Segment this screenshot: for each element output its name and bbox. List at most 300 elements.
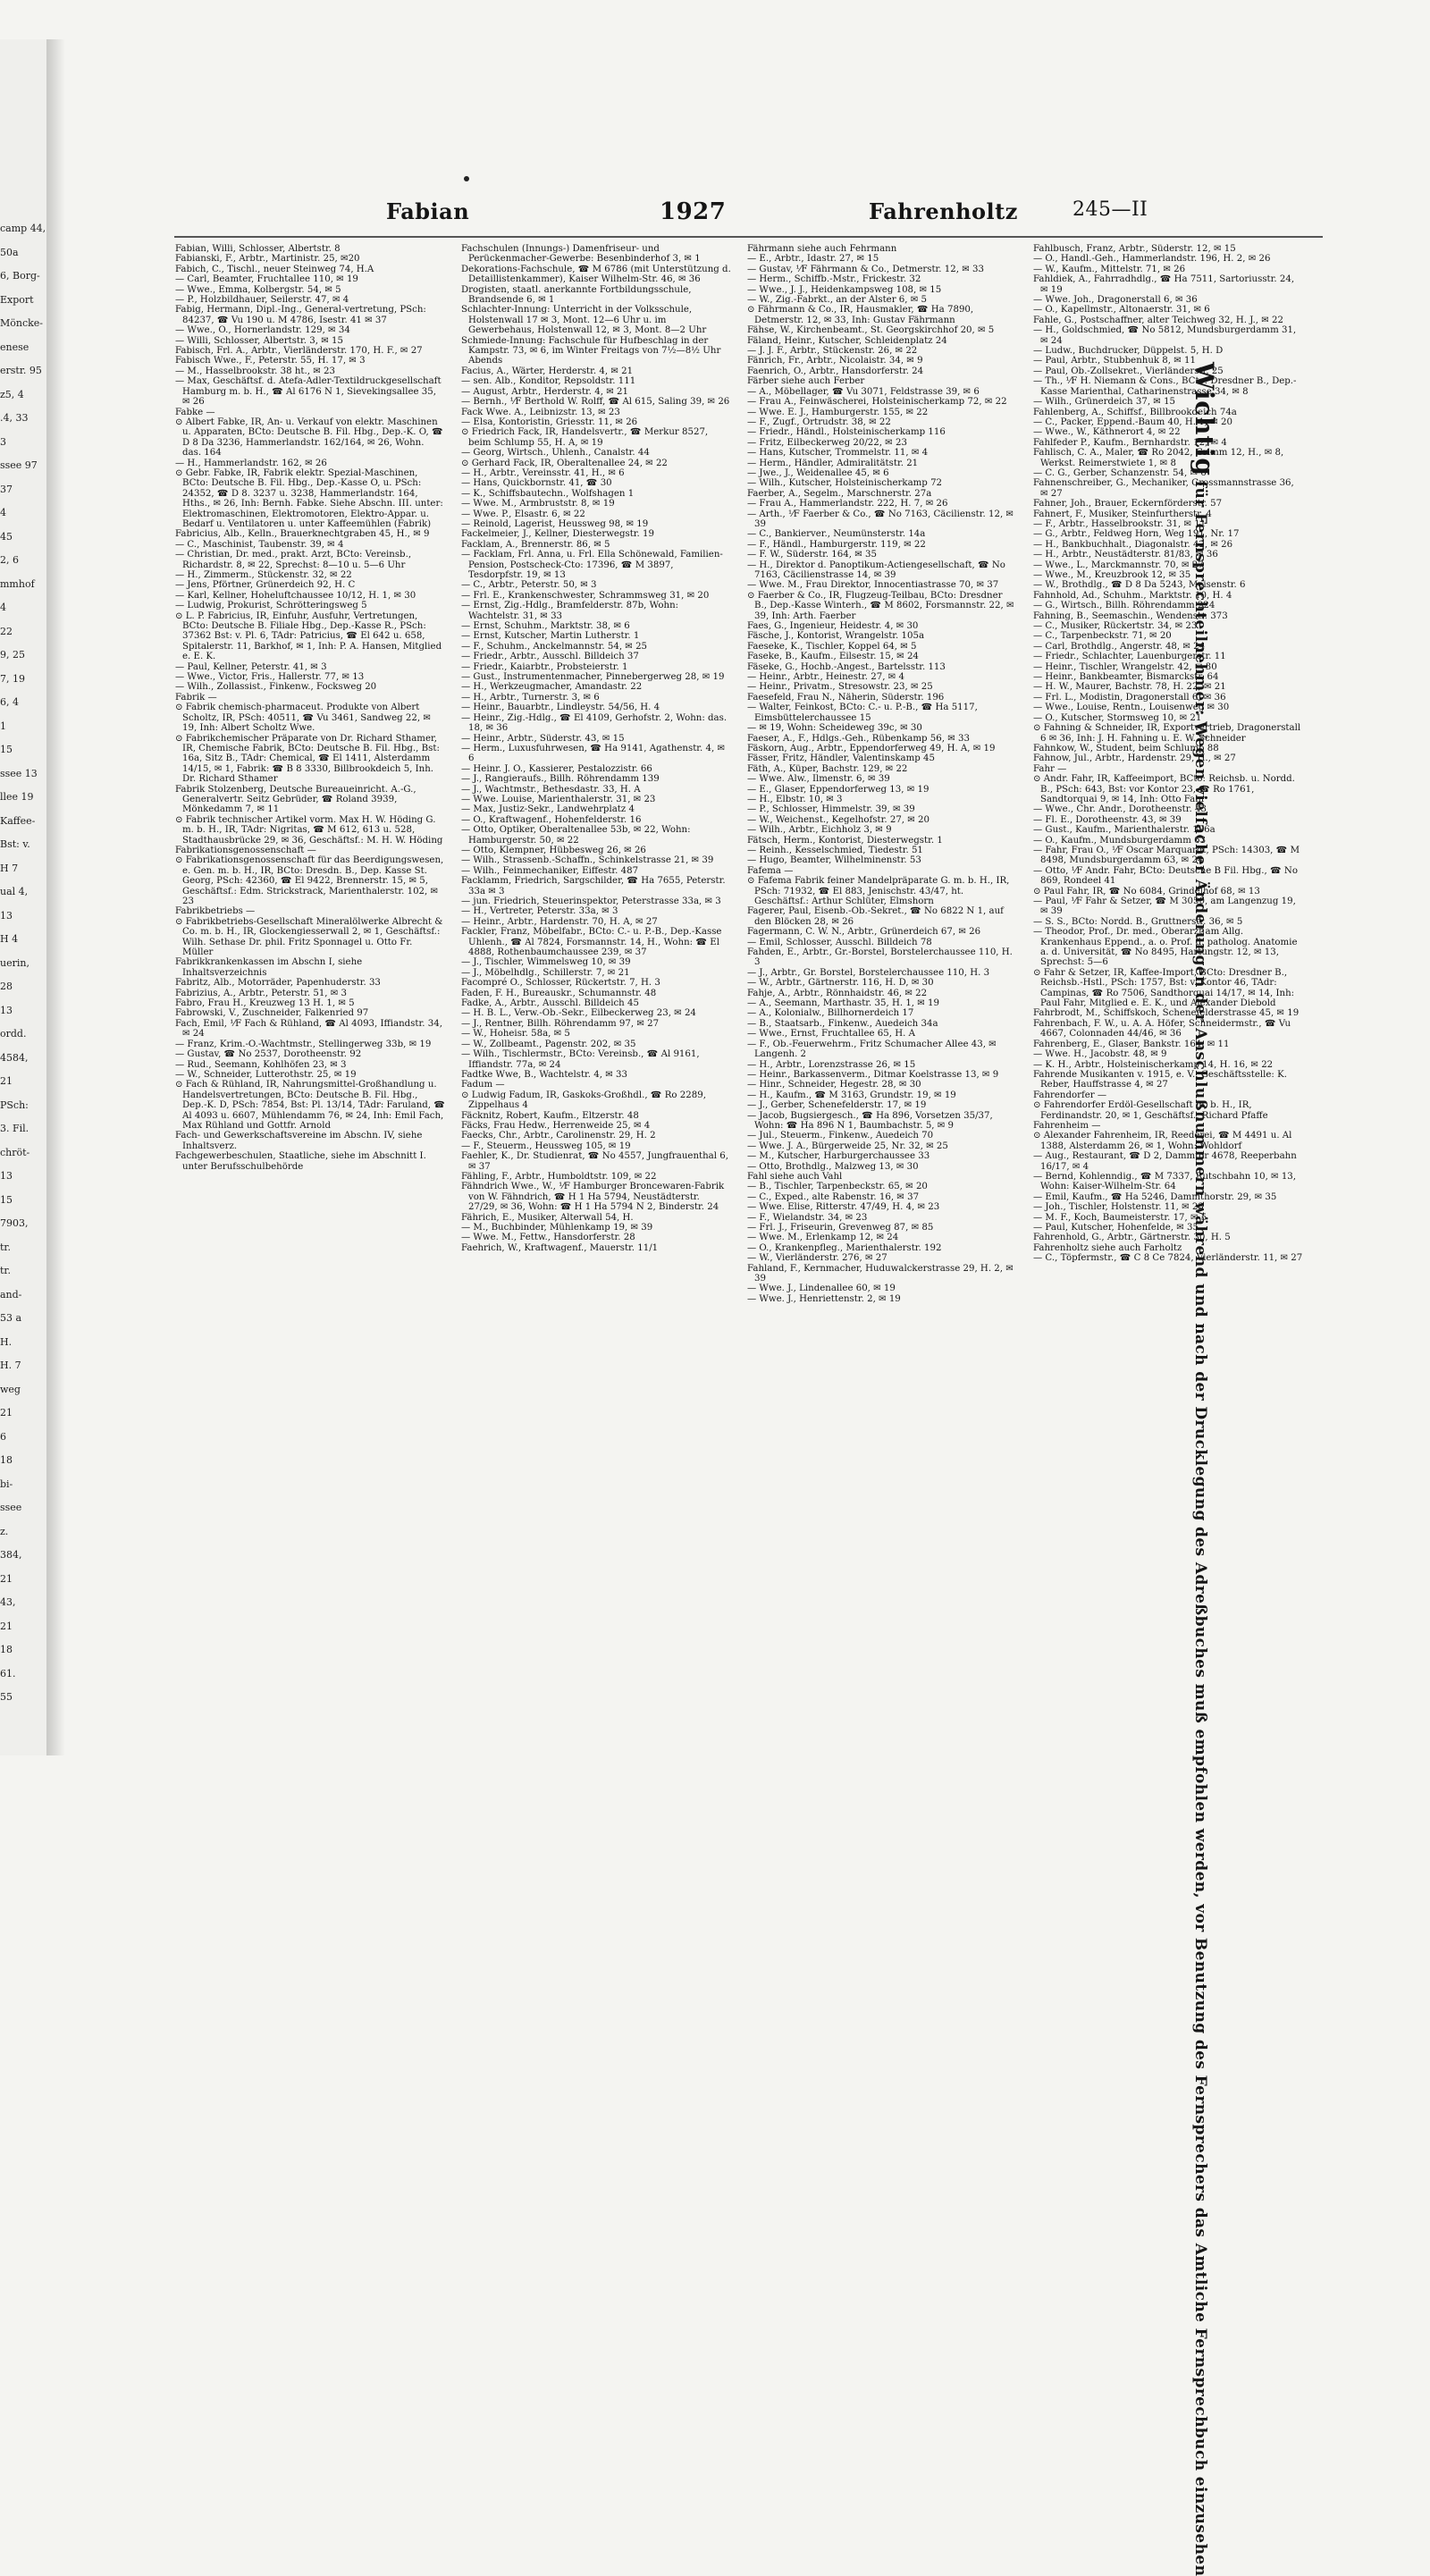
directory-entry: Faenrich, O., Arbtr., Hansdorferstr. 24 [747,366,924,376]
directory-entry: Fähse, W., Kirchenbeamt., St. Georgskirchhof 20, ✉ 5 [747,325,995,336]
left-page-fragment: erstr. 95 [0,365,42,376]
directory-entry: — M., Kutscher, Harburgerchaussee 33 [747,1151,930,1162]
directory-entry: — ✉ 19, Wohn: Scheideweg 39c, ✉ 30 [747,723,922,734]
left-page-fragment: 6, Borg- [0,270,40,282]
directory-entry: ⊙ Fafema Fabrik feiner Mandelpräparate G. m. b. H., IR, PSch: 71932, ☎ El 883, Jenischstr. 43/47, ht. Geschäftsf.: Arthur Schlüter, Elmshorn [747,876,1010,906]
directory-entry: — Carl, Beamter, Fruchtallee 110, ✉ 19 [175,274,358,285]
directory-entry: — J., Möbelhdlg., Schillerstr. 7, ✉ 21 [461,967,630,978]
directory-entry: Fabrikationsgenossenschaft — [175,845,316,855]
directory-entry: — Ludw., Buchdrucker, Düppelst. 5, H. D [1033,346,1224,357]
directory-entry: Fahner, Joh., Brauer, Eckernförderstr. 57 [1033,499,1223,509]
left-page-fragment: 6 [0,1430,6,1443]
directory-entry: — Willi, Schlosser, Albertstr. 3, ✉ 15 [175,335,343,346]
directory-entry: Fahlenberg, A., Schiffsf., Billbrookdeich 74a [1033,407,1237,417]
directory-entry: — Wwe. J., Henriettenstr. 2, ✉ 19 [747,1293,901,1304]
directory-entry: — sen. Alb., Konditor, Repsoldstr. 111 [461,376,636,387]
gutter-shadow [46,39,64,1755]
directory-entry: — Max, Justiz-Sekr., Landwehrplatz 4 [461,804,635,815]
left-page-fragment: mmhof [0,577,35,590]
directory-entry: Drogisten, staatl. anerkannte Fortbildungsschule, Brandsende 6, ✉ 1 [461,284,692,306]
directory-entry: — W., Schneider, Lutterothstr. 25, ✉ 19 [175,1069,357,1080]
header-last-name: Fahrenholtz [869,198,1018,224]
directory-entry: Fabrikkrankenkassen im Abschn I, siehe Inhaltsverzeichnis [175,957,363,978]
directory-entry: Fadum — [461,1080,505,1090]
directory-entry: Faesefeld, Frau N., Näherin, Süderstr. 196 [747,692,945,703]
directory-entry: — P., Holzbildhauer, Seilerstr. 47, ✉ 4 [175,295,349,306]
directory-entry: — Reinh., Kesselschmied, Tiedestr. 51 [747,845,923,855]
directory-entry: — Wwe. Louise, Marienthalerstr. 31, ✉ 23 [461,794,656,804]
directory-entry: — Heinr., Arbtr., Süderstr. 43, ✉ 15 [461,733,625,744]
directory-entry: — Bernh., ⅟F Berthold W. Rolff, ☎ Al 615, Saling 39, ✉ 26 [461,397,730,408]
directory-entry: — Herm., Händler, Admiralitätstr. 21 [747,458,919,468]
directory-entry: — O., Krankenpfleg., Marienthalerstr. 192 [747,1242,942,1253]
directory-entry: — Otto, ⅟F Andr. Fahr, BCto: Deutsche B Fil. Hbg., ☎ No 869, Rondeel 41 [1033,865,1298,887]
left-page-fragment: 1 [0,720,6,732]
directory-entry: Fahje, A., Arbtr., Rönnhaidstr. 46, ✉ 22 [747,988,928,998]
directory-entry: — Heinr., Arbtr., Heinestr. 27, ✉ 4 [747,672,904,683]
directory-entry: Faeseke, K., Tischler, Koppel 64, ✉ 5 [747,641,917,652]
directory-entry: — Karl, Kellner, Hoheluftchaussee 10/12, H. 1, ✉ 30 [175,590,416,601]
directory-entry: — Heinr., Bauarbtr., Lindleystr. 54/56, H. 4 [461,703,660,713]
directory-entry: ⊙ Fahning & Schneider, IR, Exportvertrieb, Dragonerstall 6 ✉ 36, Inh: J. H. Fahning u. E. W. Schneider [1033,723,1301,744]
directory-entry: — Max, Geschäftsf. d. Atefa-Adler-Textildruckgesellschaft Hamburg m. b. H., ☎ Al 6176 N 1, Sievekingsallee 35, ✉ 26 [175,376,442,408]
directory-entry: — Herm., Luxusfuhrwesen, ☎ Ha 9141, Agathenstr. 4, ✉ 6 [461,743,726,764]
directory-entry: — Heinr., Arbtr., Hardenstr. 70, H. A, ✉ 27 [461,916,658,927]
directory-entry: — J., Tischler, Wimmelsweg 10, ✉ 39 [461,957,631,968]
left-page-fragment: ssee 97 [0,459,38,471]
left-page-fragment: z5, 4 [0,388,24,400]
directory-entry: Fahr — [1033,763,1067,774]
directory-entry: — Wwe., L., Marckmannstr. 70, ✉ 27 [1033,560,1204,570]
directory-entry: — Gustav, ☎ No 2537, Dorotheenstr. 92 [175,1049,362,1060]
directory-entry: Fahrendorfer — [1033,1090,1107,1100]
side-notice [1178,362,1219,2576]
directory-entry: Fähndrich Wwe., W., ⅟F Hamburger Broncewaren-Fabrik von W. Fähndrich, ☎ H 1 Ha 5794, Neustädterstr. 27/29, ✉ 36, Wohn: ☎ H 1 Ha 5794 N 2, Binderstr. 24 [461,1182,725,1213]
directory-entry: — Wwe. M., Erlenkamp 12, ✉ 24 [747,1233,899,1243]
directory-entry: — F., Steuerm., Heussweg 105, ✉ 19 [461,1141,631,1151]
directory-entry: — Friedr., Arbtr., Ausschl. Billdeich 37 [461,652,639,662]
directory-entry: — Bernd, Kohlenndig., ☎ M 7337, Rutschbahn 10, ✉ 13, Wohn: Kaiser-Wilhelm-Str. 64 [1033,1171,1297,1192]
directory-entry: — J., Gerber, Schenefelderstr. 17, ✉ 19 [747,1100,927,1111]
directory-entry: — J., Rangieraufs., Billh. Röhrendamm 139 [461,774,660,785]
directory-entry: Fahrbrodt, M., Schiffskoch, Schenefelderstrasse 45, ✉ 19 [1033,1008,1300,1019]
directory-entry: — Wwe. H., Jacobstr. 48, ✉ 9 [1033,1049,1167,1060]
directory-entry: — Wwe. E. J., Hamburgerstr. 155, ✉ 22 [747,407,929,417]
directory-entry: — H. B. L., Verw.-Ob.-Sekr., Eilbeckerweg 23, ✉ 24 [461,1008,696,1019]
directory-entry: — Heinr. J. O., Kassierer, Pestalozzistr. 66 [461,763,652,774]
directory-entry: — C. G., Gerber, Schanzenstr. 54, ✉ 6 [1033,467,1207,478]
directory-entry: Schmiede-Innung: Fachschule für Hufbeschlag in der Kampstr. 73, ✉ 6, im Winter Freitags von 7½—8½ Uhr Abends [461,335,721,366]
directory-entry: Faerber, A., Segelm., Marschnerstr. 27a [747,488,932,499]
directory-entry: — G., Arbtr., Feldweg Horn, Weg 191, Nr. 17 [1033,529,1240,540]
column-1 [175,244,445,1764]
directory-entry: Fabianski, F., Arbtr., Martinistr. 25, ✉20 [175,254,360,265]
page-dot [464,176,469,181]
directory-entry: — Wwe. M., Armbruststr. 8, ✉ 19 [461,499,615,509]
directory-entry: Fahrenhold, G., Arbtr., Gärtnerstr. 30, H. 5 [1033,1233,1231,1243]
directory-entry: Fahlfeder P., Kaufm., Bernhardstr. 12, ✉ 4 [1033,437,1227,448]
directory-entry: — H., Elbstr. 10, ✉ 3 [747,794,843,804]
directory-entry: — H., Zimmerm., Stückenstr. 32, ✉ 22 [175,570,352,580]
left-page-fragment: tr. [0,1265,11,1276]
directory-entry: — Wilh., Arbtr., Eichholz 3, ✉ 9 [747,825,892,836]
left-page-fragment: 6, 4 [0,696,19,708]
directory-entry: — Theodor, Prof., Dr. med., Oberarzt am Allg. Krankenhaus Eppend., a. o. Prof. d. patholog. Anatomie a. d. Universität, ☎ No 8495, Hartungstr. 12, ✉ 13, Sprechst: 5—6 [1033,927,1298,968]
left-page-fragment: uerin, [0,956,29,969]
directory-entry: Dekorations-Fachschule, ☎ M 6786 (mit Unterstützung d. Detaillistenkammer), Kaiser Wilhelm-Str. 46, ✉ 36 [461,264,731,285]
directory-entry: — A., Kolonialw., Billhornerdeich 17 [747,1008,914,1019]
left-page-fragment: 7, 19 [0,672,25,685]
directory-entry: ⊙ Fach & Rühland, IR, Nahrungsmittel-Großhandlung u. Handelsvertretungen, BCto: Deutsche B. Fil. Hbg., Dep.-K. D, PSch: 7854, Bst: Pl. 13/14, TAdr: Faruland, ☎ Al 4093 u. 6607, Mühlendamm 76, ✉ 24, Inh: Emil Fach, Max Rühland und Gottfr. Arnold [175,1080,445,1131]
directory-entry: Faeser, A., F., Hdlgs.-Geh., Rübenkamp 56, ✉ 33 [747,733,970,744]
directory-entry: Fagermann, C. W. N., Arbtr., Grünerdeich 67, ✉ 26 [747,927,981,938]
directory-entry: Fabian, Willi, Schlosser, Albertstr. 8 [175,244,341,254]
directory-entry: — Fritz, Eilbeckerweg 20/22, ✉ 23 [747,437,907,448]
directory-entry: Fahnkow, W., Student, beim Schlump 88 [1033,743,1219,753]
directory-entry: Facklamm, Friedrich, Sargschilder, ☎ Ha 7655, Peterstr. 33a ✉ 3 [461,876,726,897]
left-page-fragment: 4 [0,602,6,613]
directory-entry: ⊙ Alexander Fahrenheim, IR, Reederei, ☎ M 4491 u. Al 1388, Alsterdamm 26, ✉ 1, Wohn: Wohldorf [1033,1131,1292,1151]
directory-entry: — Paul, ⅟F Fahr & Setzer, ☎ M 3050, am Langenzug 19, ✉ 39 [1033,897,1296,917]
directory-entry: — Hugo, Beamter, Wilhelminenstr. 53 [747,855,921,866]
left-page-fragment: z. [0,1525,9,1537]
directory-entry: — Wilh., Grünerdeich 37, ✉ 15 [1033,397,1176,408]
directory-entry: Faseke, B., Kaufm., Eilsestr. 15, ✉ 24 [747,652,919,662]
directory-entry: — M., Buchbinder, Mühlenkamp 19, ✉ 39 [461,1223,653,1233]
header-page-number: 245—II [1072,198,1148,221]
directory-entry: — F., Schuhm., Anckelmannstr. 54, ✉ 25 [461,641,648,652]
left-page-fragment: 37 [0,483,13,495]
directory-entry: — Reinold, Lagerist, Heussweg 98, ✉ 19 [461,518,649,529]
left-page-fragment: 18 [0,1454,13,1466]
column-2 [461,244,731,1764]
left-page-fragment: llee 19 [0,791,34,803]
directory-entry: — Heinr., Zig.-Hdlg., ☎ El 4109, Gerhofstr. 2, Wohn: das. 18, ✉ 36 [461,712,728,734]
directory-entry: Fahden, E., Arbtr., Gr.-Borstel, Borstelerchaussee 110, H. 3 [747,947,1013,968]
left-page-fragment: tr. [0,1241,11,1253]
directory-entry: Fachschulen (Innungs-) Damenfriseur- und Perückenmacher-Gewerbe: Besenbinderhof 3, ✉ 1 [461,244,701,265]
directory-entry: Fahnhold, Ad., Schuhm., Marktstr. 10, H. 4 [1033,590,1232,601]
directory-entry: Facius, A., Wärter, Herderstr. 4, ✉ 21 [461,366,634,376]
directory-entry: ⊙ Fabrik chemisch-pharmaceut. Produkte von Albert Scholtz, IR, PSch: 40511, ☎ Vu 3461, Sandweg 22, ✉ 19, Inh: Albert Scholtz Wwe. [175,703,431,734]
directory-entry: — Rud., Seemann, Kohlhöfen 23, ✉ 3 [175,1059,347,1070]
directory-entry: — Paul, Arbtr., Stubbenhuk 8, ✉ 11 [1033,356,1196,366]
header-year: 1927 [660,198,727,225]
directory-entry: — Heinr., Barkassenverm., Ditmar Koelstrasse 13, ✉ 9 [747,1069,999,1080]
directory-entry: Fabisch Wwe., F., Peterstr. 55, H. 17, ✉ 3 [175,356,366,366]
directory-entry: — F., Wielandstr. 34, ✉ 23 [747,1212,868,1223]
directory-entry: — Wwe., Victor, Fris., Hallerstr. 77, ✉ 13 [175,672,365,683]
directory-entry: — Otto, Brothdlg., Malzweg 13, ✉ 30 [747,1161,919,1172]
directory-entry: Fäseke, G., Hochb.-Angest., Bartelsstr. 113 [747,661,946,672]
directory-entry: — Frau A., Hammerlandstr. 222, H. 7, ✉ 26 [747,499,948,509]
left-page-fragment: chröt- [0,1146,30,1158]
left-page-fragment: 3. Fil. [0,1123,29,1134]
directory-entry: Fäcknitz, Robert, Kaufm., Eltzerstr. 48 [461,1110,639,1121]
left-page-fragment: 21 [0,1075,13,1087]
directory-entry: Fackler, Franz, Möbelfabr., BCto: C.- u. P.-B., Dep.-Kasse Uhlenh., ☎ Al 7824, Forsmannstr. 14, H., Wohn: ☎ El 4888, Rothenbaumchaussee 239, ✉ 37 [461,927,722,958]
directory-entry: — A., Möbellager, ☎ Vu 3071, Feldstrasse 39, ✉ 6 [747,386,980,397]
directory-entry: ⊙ Andr. Fahr, IR, Kaffeeimport, BCto: Reichsb. u. Nordd. B., PSch: 643, Bst: vor Kontor 23, ☎ Ro 1761, Sandtorquai 9, ✉ 14, Inh: Otto Fahr [1033,774,1295,804]
directory-entry: — Wwe. Alw., Ilmenstr. 6, ✉ 39 [747,774,890,785]
directory-entry: — Carl, Brothdlg., Angerstr. 48, ✉ 24 [1033,641,1206,652]
directory-entry: Fadtke Wwe, B., Wachtelstr. 4, ✉ 33 [461,1069,627,1080]
left-page-fragment: 55 [0,1691,13,1703]
directory-entry: — C., Tarpenbeckstr. 71, ✉ 20 [1033,631,1172,642]
directory-entry: — Georg, Wirtsch., Uhlenh., Canalstr. 44 [461,448,650,459]
directory-entry: — C., Exped., alte Rabenstr. 16, ✉ 37 [747,1191,920,1202]
directory-entry: — Walter, Feinkost, BCto: C.- u. P.-B., ☎ Ha 5117, Eimsbüttelerchaussee 15 [747,703,978,723]
directory-entry: — F., Arbtr., Hasselbrookstr. 31, ✉ 11 [1033,518,1207,529]
directory-entry: — Wwe. Joh., Dragonerstall 6, ✉ 36 [1033,295,1198,306]
directory-entry: Fahnow, Jul., Arbtr., Hardenstr. 29, H., ✉ 27 [1033,753,1236,764]
directory-entry: — Frl. L., Modistin, Dragonerstall 6, ✉ 36 [1033,692,1226,703]
directory-entry: — Gust., Kaufm., Marienthalerstr. 196a [1033,825,1216,836]
directory-entry: ⊙ Fahr & Setzer, IR, Kaffee-Import, BCto: Dresdner B., Reichsb.-Hstl., PSch: 1757, Bst: v. Kontor 46, TAdr: Campinas, ☎ Ro 7506, Sandthorquai 14/17, ✉ 14, Inh: Paul Fahr, Mitglied e. E. K., und Alexander Diebold [1033,967,1295,1009]
left-page-fragment: Export [0,293,34,306]
directory-entry: Fabrowski, V., Zuschneider, Falkenried 97 [175,1008,369,1019]
directory-entry: — C., Arbtr., Peterstr. 50, ✉ 3 [461,580,597,591]
directory-entry: — Otto, Klempner, Hübbesweg 26, ✉ 26 [461,845,646,855]
directory-entry: — Elsa, Kontoristin, Griesstr. 11, ✉ 26 [461,417,638,427]
directory-entry: — Heinr., Bankbeamter, Bismarckstr. 64 [1033,672,1219,683]
directory-entry: Fafema — [747,865,794,876]
left-page-fragment: 43, [0,1596,16,1608]
directory-entry: — Wwe., W., Käthnerort 4, ✉ 22 [1033,427,1181,438]
side-notice-text: für Fernsprechteilnehmer: Wegen vielfacher Änderungen der Anschlußnummern während und nach der Drucklegung des Adreßbuches muß empfohlen werden, vor Benutzung des Fernsprechers das Amtliche Fernsprechbuch einzusehen [1191,480,1209,2576]
left-page-fragment: camp 44, [0,223,46,234]
directory-entry: — Paul, Ob.-Zollsekret., Vierländerstr. 25 [1033,366,1224,376]
directory-entry: Fäsche, J., Kontorist, Wrangelstr. 105a [747,631,925,642]
directory-entry: — Ernst, Zig.-Hdlg., Bramfelderstr. 87b, Wohn: Wachtelstr. 31, ✉ 33 [461,601,679,621]
directory-entry: — H., Arbtr., Turnerstr. 3, ✉ 6 [461,692,600,703]
directory-entry: Fahrenbach, F. W., u. A. A. Höfer, Schneidermstr., ☎ Vu 4667, Colonnaden 44/46, ✉ 36 [1033,1018,1291,1040]
directory-entry: — Wwe. M., Frau Direktor, Innocentiastrasse 70, ✉ 37 [747,580,999,591]
directory-entry: — P., Schlosser, Himmelstr. 39, ✉ 39 [747,804,915,815]
left-page-fragment: enese [0,341,29,353]
left-page-fragment: H 7 [0,862,19,874]
directory-entry: — Christian, Dr. med., prakt. Arzt, BCto: Vereinsb., Richardstr. 8, ✉ 22, Sprechst: 8—10 u. 5—6 Uhr [175,550,412,570]
directory-entry: — Frl. J., Friseurin, Grevenweg 87, ✉ 85 [747,1223,934,1233]
page-header [386,198,1369,234]
directory-entry: Fahlbusch, Franz, Arbtr., Süderstr. 12, ✉ 15 [1033,244,1236,254]
directory-entry: — M., Hasselbrookstr. 38 ht., ✉ 23 [175,366,335,376]
directory-entry: — E., Arbtr., Idastr. 27, ✉ 15 [747,254,879,265]
directory-entry: Fäcks, Frau Hedw., Herrenweide 25, ✉ 4 [461,1120,651,1131]
directory-entry: Fahnenschreiber, G., Mechaniker, Grossmannstrasse 36, ✉ 27 [1033,478,1294,499]
directory-entry: — Friedr., Händl., Holsteinischerkamp 116 [747,427,946,438]
directory-entry: Fäth, A., Küper, Bachstr. 129, ✉ 22 [747,763,908,774]
directory-entry: — K., Schiffsbautechn., Wolfshagen 1 [461,488,635,499]
directory-entry: — Hans, Quickbornstr. 41, ☎ 30 [461,478,612,489]
directory-entry: Schlachter-Innung: Unterricht in der Volksschule, Holstenwall 17 ✉ 3, Mont. 12—6 Uhr u. im Gewerbehaus, Holstenwall 12, ✉ 3, Mont. 8—2 Uhr [461,305,707,336]
directory-entry: — W., Hoheisr. 58a, ✉ 5 [461,1029,570,1040]
directory-entry: — Heinr., Privatm., Stresowstr. 23, ✉ 25 [747,682,933,693]
directory-entry: — Wwe., J. J., Heidenkampsweg 108, ✉ 15 [747,284,942,295]
directory-entry: — S. S., BCto: Nordd. B., Gruttnerstr. 36, ✉ 5 [1033,916,1243,927]
directory-entry: — C., Töpfermstr., ☎ C 8 Ce 7824, Vierländerstr. 11, ✉ 27 [1033,1253,1303,1264]
directory-entry: — Aug., Restaurant, ☎ D 2, Dammtor 4678, Reeperbahn 16/17, ✉ 4 [1033,1151,1297,1172]
directory-entry: — Emil, Schlosser, Ausschl. Billdeich 78 [747,937,932,947]
directory-entry: — Wwe. P., Elsastr. 6, ✉ 22 [461,509,585,519]
directory-entry: — Jul., Steuerm., Finkenw., Auedeich 70 [747,1131,934,1141]
directory-entry: — Emil, Kaufm., ☎ Ha 5246, Dammthorstr. 29, ✉ 35 [1033,1191,1277,1202]
directory-entry: Fabig, Hermann, Dipl.-Ing., General-vertretung, PSch: 84237, ☎ Vu 190 u. M 4786, Isestr. 41 ✉ 37 [175,305,426,325]
left-page-fragment: 384, [0,1549,22,1561]
directory-entry: — Fahr, Frau O., ⅟F Oscar Marquardt, PSch: 14303, ☎ M 8498, Mundsburgerdamm 63, ✉ 24 [1033,845,1300,866]
directory-entry: — Wilh., Zollassist., Finkenw., Focksweg 20 [175,682,377,693]
left-page-fragment: 45 [0,530,13,543]
directory-entry: — Friedr., Kaiarbtr., Probsteierstr. 1 [461,661,628,672]
directory-entry: — Ernst, Schuhm., Marktstr. 38, ✉ 6 [461,621,630,632]
left-page-fragment: 21 [0,1620,13,1632]
left-page-fragment: 4 [0,507,6,518]
directory-entry: — Arth., ⅟F Faerber & Co., ☎ No 7163, Cäcilienstr. 12, ✉ 39 [747,509,1014,529]
directory-entry: ⊙ Fabrikationsgenossenschaft für das Beerdigungswesen, e. Gen. m. b. H., IR, BCto: Dresdn. B., Dep. Kasse St. Georg, PSch: 42360, ☎ El 9422, Brennerstr. 15, ✉ 5, Geschäftsf.: Edm. Strickstrack, Marienthalerstr. 102, ✉ 23 [175,855,444,906]
directory-entry: Fabrizius, A., Arbtr., Peterstr. 51, ✉ 3 [175,988,348,998]
directory-entry: — Wilh., Kutscher, Holsteinischerkamp 72 [747,478,943,489]
directory-entry: — Paul, Kutscher, Hohenfelde, ✉ 35 [1033,1223,1199,1233]
directory-entry: — Wwe., Louise, Rentn., Louisenweg ✉ 30 [1033,703,1230,713]
directory-entry: ⊙ Gebr. Fabke, IR, Fabrik elektr. Spezial-Maschinen, BCto: Deutsche B. Fil. Hbg., Dep.-Kasse O, u. PSch: 24352, ☎ D 8. 3237 u. 3238, Hammerlandstr. 164, Hths., ✉ 26, Inh: Bernh. Fabke. Siehe Abschn. III. unter: Elektromaschinen, Elektromotoren, Elektro-Appar. u. Bedarf u. Ventilatoren u. unter Kaffeemühlen (Fabrik) [175,467,443,529]
directory-entry: — Herm., Schiffb.-Mstr., Frickestr. 32 [747,274,921,285]
directory-entry: Fahl siehe auch Vahl [747,1171,843,1182]
left-page-fragment: Möncke- [0,317,44,329]
left-page-edge [0,39,46,1755]
directory-entry: — C., Maschinist, Taubenstr. 39, ✉ 4 [175,539,344,550]
directory-entry: Fahnert, F., Musiker, Steinfurtherstr. 4 [1033,509,1212,519]
directory-entry: — Ludwig, Prokurist, Schrötteringsweg 5 [175,601,367,611]
directory-entry: — W., Brothdlg., ☎ D 8 Da 5243, Meisenstr. 6 [1033,580,1246,591]
directory-entry: Fabro, Frau H., Kreuzweg 13 H. 1, ✉ 5 [175,998,355,1009]
directory-entry: — Wwe. J. A., Bürgerweide 25, Nr. 32, ✉ 25 [747,1141,948,1151]
directory-entry: — M. F., Koch, Baumeisterstr. 17, ✉ 5 [1033,1212,1207,1223]
left-page-fragment: H. 7 [0,1360,21,1371]
directory-entry: ⊙ Ludwig Fadum, IR, Gaskoks-Großhdl., ☎ Ro 2289, Zippelhaus 4 [461,1090,706,1111]
directory-entry: ⊙ Fährmann & Co., IR, Hausmakler, ☎ Ha 7890, Detmerstr. 12, ✉ 33, Inh: Gustav Fährmann [747,305,974,325]
directory-entry: Fährmann siehe auch Fehrmann [747,244,897,254]
directory-entry: Fachgewerbeschulen, Staatliche, siehe im Abschnitt I. unter Berufsschulbehörde [175,1151,426,1172]
directory-entry: Fahle, G., Postschaffner, alter Teichweg 32, H. J., ✉ 22 [1033,315,1283,325]
directory-entry: Fäskorn, Aug., Arbtr., Eppendorferweg 49, H. A, ✉ 19 [747,743,996,753]
directory-entry: — Frl. E., Krankenschwester, Schrammsweg 31, ✉ 20 [461,590,710,601]
directory-entry: — H., Bankbuchhalt., Diagonalstr. 42, ✉ 26 [1033,539,1233,550]
directory-entry: — August, Arbtr., Herderstr. 4, ✉ 21 [461,386,628,397]
directory-entry: — F., Ob.-Feuerwehrm., Fritz Schumacher Allee 43, ✉ Langenh. 2 [747,1039,997,1060]
directory-entry: Fahrende Musikanten v. 1915, e. V., Geschäftsstelle: K. Reber, Hauffstrasse 4, ✉ 27 [1033,1069,1287,1090]
header-first-name: Fabian [386,198,470,224]
left-page-fragment: 22 [0,625,13,637]
directory-entry: — H., Werkzeugmacher, Amandastr. 22 [461,682,643,693]
left-page-fragment: 15 [0,744,13,755]
directory-entry: Fahldiek, A., Fahrradhdlg., ☎ Ha 7511, Sartoriusstr. 24, ✉ 19 [1033,274,1295,295]
directory-entry: Facklam, A., Brennerstr. 86, ✉ 5 [461,539,610,550]
left-page-fragment: ordd. [0,1028,27,1040]
column-3 [747,244,1017,1764]
directory-entry: Fährich, E., Musiker, Alterwall 54, H. [461,1212,634,1223]
directory-entry: — W., Zig.-Fabrkt., an der Alster 6, ✉ 5 [747,295,928,306]
directory-entry: — Wwe., O., Hornerlandstr. 129, ✉ 34 [175,325,350,336]
directory-entry: — H., Goldschmied, ☎ No 5812, Mundsburgerdamm 31, ✉ 24 [1033,325,1297,346]
directory-entry: Fach, Emil, ⅟F Fach & Rühland, ☎ Al 4093, Iffiandstr. 34, ✉ 24 [175,1018,442,1040]
left-page-fragment: 13 [0,909,13,922]
directory-entry: ⊙ Gerhard Fack, IR, Oberaltenallee 24, ✉ 22 [461,458,668,468]
directory-entry: — Wilh., Tischlermstr., BCto: Vereinsb., ☎ Al 9161, Iffiandstr. 77a, ✉ 24 [461,1049,700,1070]
header-rule [174,236,1323,238]
directory-entry: — Th., ⅟F H. Niemann & Cons., BCto: Dresdner B., Dep.-Kasse Marienthal, Catharinenstrasse 34, ✉ 8 [1033,376,1297,397]
directory-entry: Faehrich, W., Kraftwagenf., Mauerstr. 11/1 [461,1242,659,1253]
directory-entry: — H., Vertreter, Peterstr. 33a, ✉ 3 [461,906,618,917]
left-page-fragment: bi- [0,1477,13,1490]
directory-entry: — Wwe., Chr. Andr., Dorotheenstr. 43 [1033,804,1207,815]
directory-entry: — Wwe., M., Kreuzbrook 12, ✉ 35 [1033,570,1191,580]
directory-entry: — Wwe., Ernst, Fruchtallee 65, H. A [747,1029,915,1040]
directory-entry: Fabrik — [175,692,217,703]
left-page-fragment: 13 [0,1004,13,1016]
directory-entry: — Friedr., Schlachter, Lauenburgerstr. 11 [1033,652,1226,662]
directory-entry: Fack Wwe. A., Leibnizstr. 13, ✉ 23 [461,407,620,417]
left-page-fragment: 28 [0,981,13,992]
directory-entry: Fagerer, Paul, Eisenb.-Ob.-Sekret., ☎ No 6822 N 1, auf den Blöcken 28, ✉ 26 [747,906,1004,927]
directory-entry: ⊙ Fabrik technischer Artikel vorm. Max H. W. Höding G. m. b. H., IR, TAdr: Nigritas, ☎ M 612, 613 u. 528, Stadthausbrücke 29, ✉ 36, Geschäftsf.: M. H. W. Höding [175,814,443,846]
left-page-fragment: 3 [0,435,6,448]
directory-entry: Fabich, C., Tischl., neuer Steinweg 74, H.A [175,264,374,274]
directory-entry: — O., Kaufm., Mundsburgerdamm 63 [1033,835,1207,846]
directory-entry: ⊙ Fabrikbetriebs-Gesellschaft Mineralölwerke Albrecht & Co. m. b. H., IR, Glockengiesserwall 2, ✉ 1, Geschäftsf.: Wilh. Sethase Dr. phil. Fritz Sponnagel u. Otto Fr. Müller [175,916,443,958]
left-page-fragment: 9, 25 [0,649,25,661]
left-page-fragment: ual 4, [0,886,29,897]
directory-entry: — W., Kaufm., Mittelstr. 71, ✉ 26 [1033,264,1186,274]
left-page-fragment: 18 [0,1644,13,1655]
directory-entry: ⊙ Fabrikchemischer Präparate von Dr. Richard Sthamer, IR, Chemische Fabrik, BCto: Deutsche B. Fil. Hbg., Bst: 16a, Sitz B., TAdr: Chemical, ☎ El 1411, Alsterdamm 14/15, ✉ 1, Fabrik: ☎ B 8 3330, Billbrookdeich 5, Inh. Dr. Richard Sthamer [175,733,440,785]
left-page-fragment: 7903, [0,1217,29,1229]
directory-entry: — W., Weichenst., Kegelhofstr. 27, ✉ 20 [747,814,930,825]
left-page-fragment: 53 a [0,1312,22,1324]
directory-entry: — H., Arbtr., Vereinsstr. 41, H., ✉ 6 [461,467,625,478]
directory-entry: — F., Händl., Hamburgerstr. 119, ✉ 22 [747,539,926,550]
directory-entry: Fadke, A., Arbtr., Ausschl. Billdeich 45 [461,998,639,1009]
directory-entry: — B., Tischler, Tarpenbeckstr. 65, ✉ 20 [747,1182,928,1192]
directory-entry: Fäland, Heinr., Kutscher, Schleidenplatz 24 [747,335,947,346]
directory-entry: — Wwe. Elise, Ritterstr. 47/49, H. 4, ✉ 23 [747,1202,940,1213]
directory-entry: — J., Rentner, Billh. Röhrendamm 97, ✉ 27 [461,1018,660,1029]
directory-entry: — Frau A., Feinwäscherei, Holsteinischerkamp 72, ✉ 22 [747,397,1007,408]
directory-entry: — A., Seemann, Marthastr. 35, H. 1, ✉ 19 [747,998,940,1009]
directory-entry: — O., Handl.-Geh., Hammerlandstr. 196, H. 2, ✉ 26 [1033,254,1271,265]
directory-entry: — H., Kaufm., ☎ M 3163, Grundstr. 19, ✉ 19 [747,1090,956,1100]
directory-entry: — W., Zollbeamt., Pagenstr. 202, ✉ 35 [461,1039,636,1049]
directory-entry: Fackelmeier, J., Kellner, Diesterwegstr. 19 [461,529,654,540]
directory-entry: — Wwe. J., Lindenallee 60, ✉ 19 [747,1284,896,1294]
directory-entry: — J. J. F., Arbtr., Stückenstr. 26, ✉ 22 [747,346,918,357]
left-page-fragment: weg [0,1383,21,1395]
directory-entry: Faden, F. H., Bureauskr., Schumannstr. 48 [461,988,657,998]
directory-entry: ⊙ Paul Fahr, IR, ☎ No 6084, Grindelhof 68, ✉ 13 [1033,886,1260,897]
left-page-fragment: 15 [0,1193,13,1206]
directory-entry: — Jacob, Bugsiergesch., ☎ Ha 896, Vorsetzen 35/37, Wohn: ☎ Ha 896 N 1, Baumbachstr. 5, ✉ 9 [747,1110,993,1131]
left-page-fragment: PSch: [0,1099,29,1111]
directory-entry: Fabritz, Alb., Motorräder, Papenhuderstr. 33 [175,978,381,989]
directory-entry: Färber siehe auch Ferber [747,376,865,387]
left-page-fragment: 4584, [0,1051,29,1064]
directory-entry: — Jwe., J., Weidenallee 45, ✉ 6 [747,467,889,478]
directory-columns [175,244,1310,1764]
left-page-fragment: 50a [0,246,19,258]
directory-entry: — H., Direktor d. Panoptikum-Actiengesellschaft, ☎ No 7163, Cäcilienstrasse 14, ✉ 39 [747,560,1005,580]
directory-entry: — O., Kraftwagenf., Hohenfelderstr. 16 [461,814,642,825]
directory-entry: Fätsch, Herm., Kontorist, Diesterwegstr. 1 [747,835,943,846]
directory-entry: — Gust., Instrumentenmacher, Pinnebergerweg 28, ✉ 19 [461,672,725,683]
